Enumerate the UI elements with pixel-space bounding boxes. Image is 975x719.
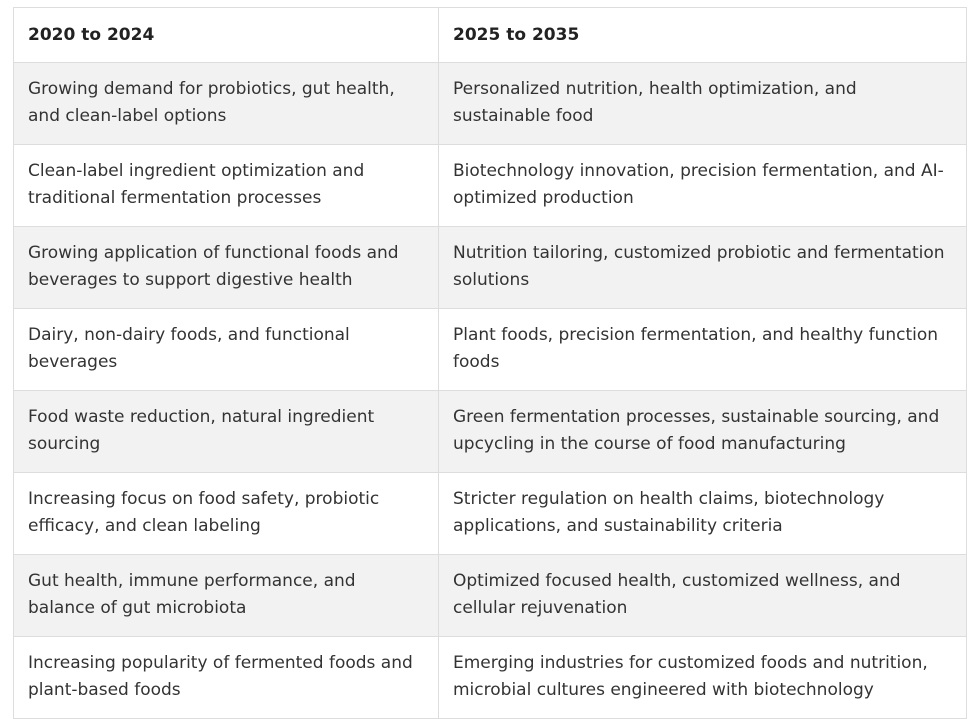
table-cell: Biotechnology innovation, precision fermentation, and AI-optimized production — [439, 145, 967, 227]
table-cell: Emerging industries for customized foods and nutrition, microbial cultures engineered with biotechnology — [439, 637, 967, 719]
table-cell: Optimized focused health, customized wellness, and cellular rejuvenation — [439, 555, 967, 637]
table-row — [14, 637, 967, 719]
table-cell: Clean-label ingredient optimization and traditional fermentation processes — [14, 145, 439, 227]
column-header-2020-2024: 2020 to 2024 — [14, 8, 439, 63]
table-row — [14, 63, 967, 145]
table-cell: Growing demand for probiotics, gut health, and clean-label options — [14, 63, 439, 145]
table-cell: Growing application of functional foods and beverages to support digestive health — [14, 227, 439, 309]
table-cell: Gut health, immune performance, and balance of gut microbiota — [14, 555, 439, 637]
table-row — [14, 473, 967, 555]
table-row — [14, 145, 967, 227]
comparison-table — [13, 7, 967, 719]
table-cell: Increasing focus on food safety, probiotic efficacy, and clean labeling — [14, 473, 439, 555]
table-cell: Personalized nutrition, health optimization, and sustainable food — [439, 63, 967, 145]
table-cell: Dairy, non-dairy foods, and functional beverages — [14, 309, 439, 391]
table-row — [14, 555, 967, 637]
table-row — [14, 309, 967, 391]
table-cell: Increasing popularity of fermented foods and plant-based foods — [14, 637, 439, 719]
table-cell: Green fermentation processes, sustainable sourcing, and upcycling in the course of food manufacturing — [439, 391, 967, 473]
table-cell: Stricter regulation on health claims, biotechnology applications, and sustainability criteria — [439, 473, 967, 555]
column-header-2025-2035: 2025 to 2035 — [439, 8, 967, 63]
table-cell: Plant foods, precision fermentation, and healthy function foods — [439, 309, 967, 391]
table-row — [14, 391, 967, 473]
table-cell: Food waste reduction, natural ingredient sourcing — [14, 391, 439, 473]
table-cell: Nutrition tailoring, customized probiotic and fermentation solutions — [439, 227, 967, 309]
table-row — [14, 227, 967, 309]
table-header-row — [14, 8, 967, 63]
comparison-table-container — [13, 7, 966, 719]
